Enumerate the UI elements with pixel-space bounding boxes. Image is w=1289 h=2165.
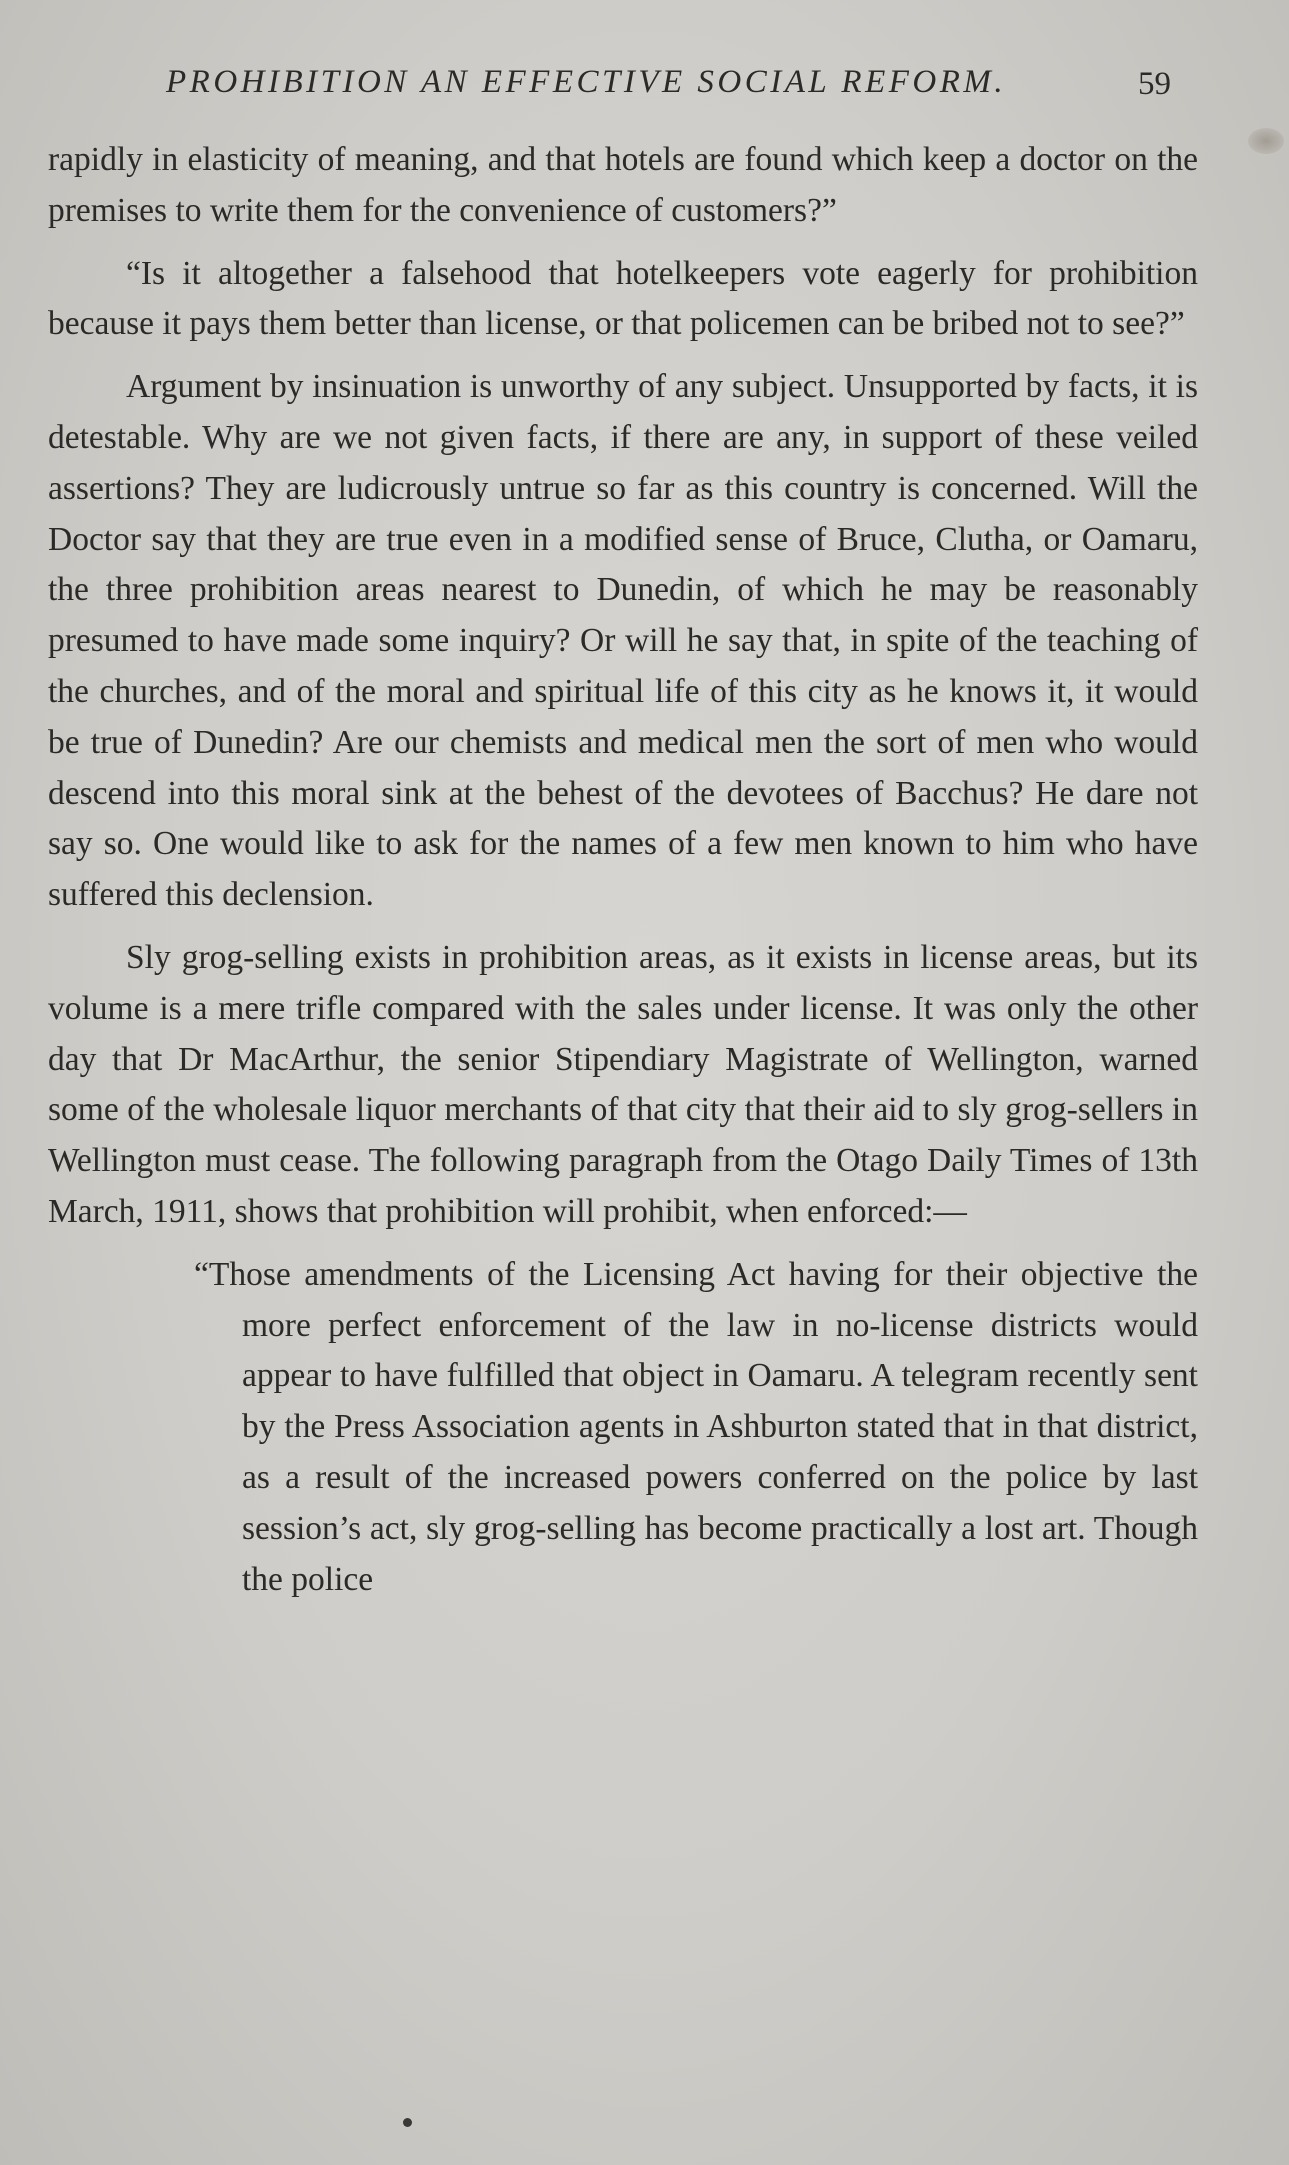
paragraph-quoted-question: “Is it altogether a falsehood that hotelkeepers vote eagerly for prohibition because it pays them better than license, or that policemen can be bribed not to see?”	[48, 254, 1198, 343]
paragraph-continuation: rapidly in elasticity of meaning, and that hotels are found which keep a doctor on the premises to write them for the convenience of customers?”	[48, 141, 1198, 229]
block-quotation: “Those amendments of the Licensing Act having for their objective the more perfect enforcement of the law in no-license districts would appear to have fulfilled that object in Oamaru. A telegram recently sent by the Press Association agents in Ashburton stated that in that district, as a result of the increased powers conferred on the police by last session’s act, sly grog-selling has become practically a lost art. Though the police	[194, 1255, 1198, 1598]
paragraph-sly-grog: Sly grog-selling exists in prohibition areas, as it exists in license areas, but its volume is a mere trifle compared with the sales under license. It was only the other day that Dr MacArthur, the senior Stipendiary Magistrate of Wellington, warned some of the wholesale liquor merchants of that city that their aid to sly grog-sellers in Wellington must cease. The following paragraph from the Otago Daily Times of 13th March, 1911, shows that prohibition will prohibit, when enforced:—	[48, 938, 1198, 1230]
page-smudge	[1248, 128, 1284, 154]
ink-speck	[403, 2118, 412, 2127]
running-title: PROHIBITION AN EFFECTIVE SOCIAL REFORM.	[166, 64, 1007, 100]
page-number: 59	[1138, 66, 1171, 102]
paragraph-argument: Argument by insinuation is unworthy of any subject. Unsupported by facts, it is detestable. Why are we not given facts, if there are any, in support of these veiled assertions? They are ludicrously untrue so far as this country is concerned. Will the Doctor say that they are true even in a modified sense of Bruce, Clutha, or Oamaru, the three prohibition areas nearest to Dunedin, of which he may be reasonably presumed to have made some inquiry? Or will he say that, in spite of the teaching of the churches, and of the moral and spiritual life of this city as he knows it, it would be true of Dunedin? Are our chemists and medical men the sort of men who would descend into this moral sink at the behest of the devotees of Bacchus? He dare not say so. One would like to ask for the names of a few men known to him who have suffered this declension.	[48, 368, 1198, 914]
body-text	[48, 135, 1198, 1605]
running-head	[0, 64, 1289, 114]
